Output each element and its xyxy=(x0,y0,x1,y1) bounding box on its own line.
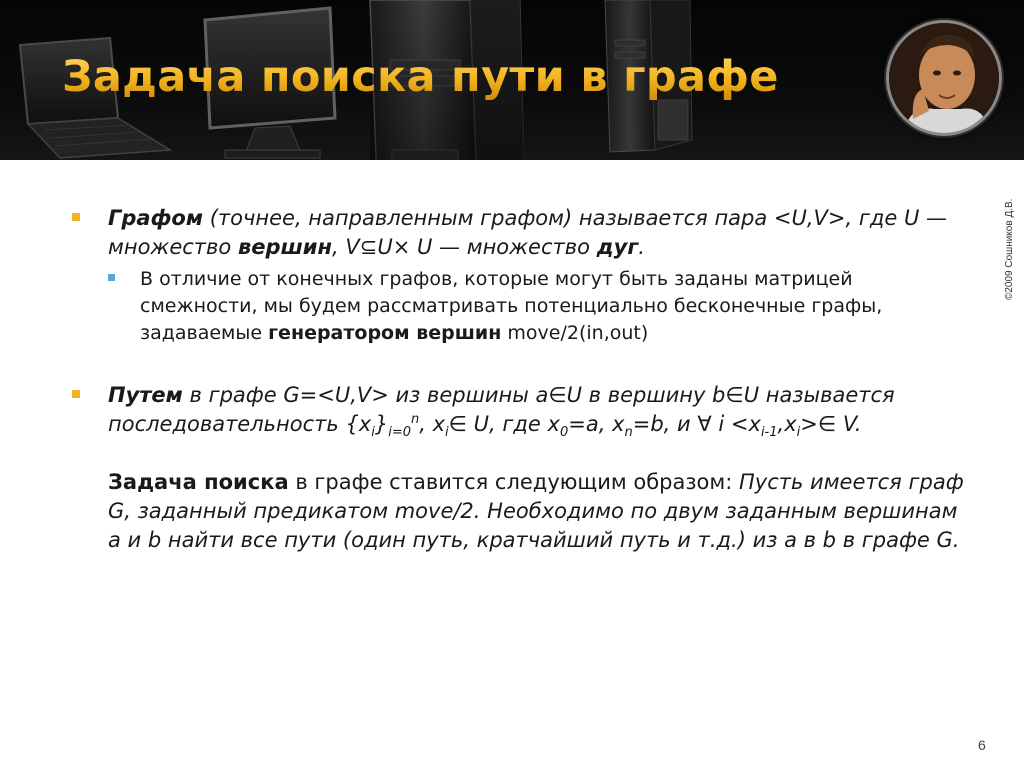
bullet-text: Путем в графе G=<U,V> из вершины a∈U в вершину b∈U называется последовательность $\{x_i\}_{i=0}^n$, $x_i\in$ U, где $x_0=a$, $x_n=b$, и ∀ $i <x_{i-1},x_i>\in$ V. xyxy=(108,383,895,441)
page-number: 6 xyxy=(978,737,986,753)
bullet-text: Графом (точнее, направленным графом) называется пара <U,V>, где U — множество вершин, V⊆U× U — множество дуг. xyxy=(108,206,948,259)
copyright-label: ©2009 Сошников Д.В. xyxy=(1004,198,1015,300)
avatar-icon xyxy=(889,23,999,133)
author-portrait xyxy=(886,20,1002,136)
sub-bullet-text: В отличие от конечных графов, которые могут быть заданы матрицей смежности, мы будем рассматривать потенциально бесконечные графы, задаваемые генератором вершин move/2(in,out) xyxy=(140,268,883,344)
bullet-marker xyxy=(72,213,80,221)
sub-bullet-marker xyxy=(108,274,115,281)
bullet-path-definition xyxy=(72,381,972,555)
slide-header xyxy=(0,0,1024,160)
bullet-marker xyxy=(72,390,80,398)
slide-title: Задача поиска пути в графе xyxy=(62,52,779,102)
sub-bullet-infinite-graphs xyxy=(108,266,972,347)
slide-content xyxy=(72,204,972,555)
bullet-graph-definition xyxy=(72,204,972,262)
task-statement: Задача поиска в графе ставится следующим образом: Пусть имеется граф G, заданный предикатом move/2. Необходимо по двум заданным вершинам a и b найти все пути (один путь, кратчайший путь и т.д.) из a в b в графе G. xyxy=(108,470,964,552)
subset-symbol: ⊆ xyxy=(359,235,378,259)
